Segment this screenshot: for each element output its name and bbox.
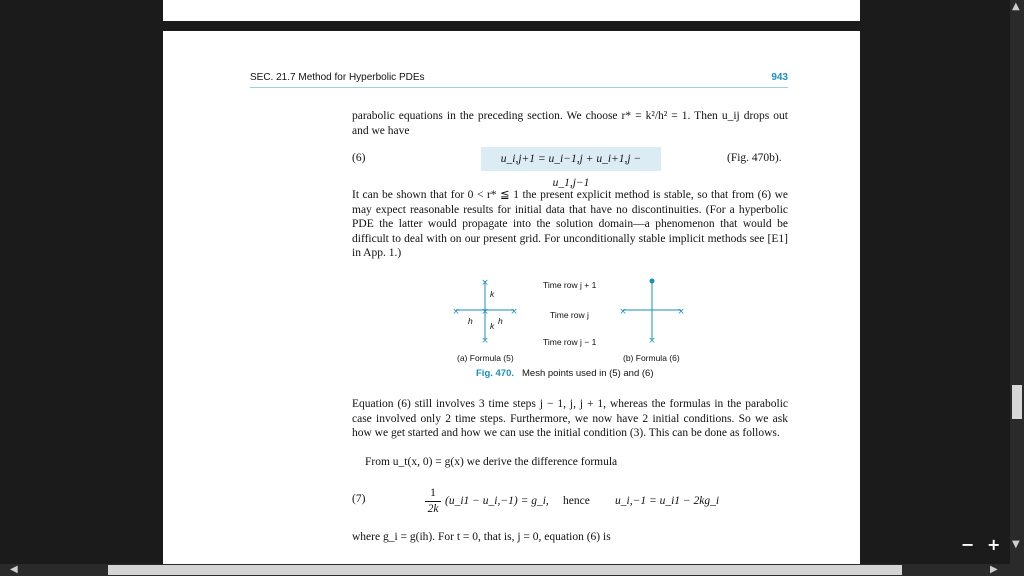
svg-text:×: × <box>481 336 489 346</box>
page-number: 943 <box>771 72 788 83</box>
time-row-middle: Time row j <box>550 310 589 320</box>
header-rule <box>250 87 788 88</box>
page-gap <box>163 21 860 31</box>
label-h-left: h <box>468 316 473 326</box>
scroll-down-icon[interactable]: ▼ <box>1012 539 1020 550</box>
zoom-out-button[interactable]: − <box>961 535 975 554</box>
paragraph-3: Equation (6) still involves 3 time steps j − 1, j, j + 1, whereas the formulas in the parabolic case involved only 2 time steps. Furthermore, we now have 2 initial conditions. So we ask how we get started and how we can use the initial condition (3). This can be done as follows. <box>352 398 788 440</box>
label-k-top: k <box>490 289 495 299</box>
figure-number: Fig. 470. <box>476 368 515 379</box>
vertical-scrollbar[interactable] <box>1010 0 1024 576</box>
equation-7-number: (7) <box>352 493 366 505</box>
fraction-denominator: 2k <box>427 503 439 515</box>
scroll-up-icon[interactable]: ▲ <box>1012 1 1020 12</box>
horizontal-scroll-thumb[interactable] <box>108 565 902 575</box>
zoom-in-button[interactable]: + <box>987 535 1001 554</box>
vertical-scroll-thumb[interactable] <box>1012 385 1022 419</box>
paragraph-5: where g_i = g(ih). For t = 0, that is, j = 0, equation (6) is <box>352 531 611 543</box>
svg-text:×: × <box>452 307 460 317</box>
subcaption-a: (a) Formula (5) <box>457 353 514 363</box>
equation-6: u_i,j+1 = u_i−1,j + u_i+1,j − u_1,j−1 <box>481 147 661 171</box>
figure-caption <box>476 368 654 379</box>
section-title: SEC. 21.7 Method for Hyperbolic PDEs <box>250 72 425 83</box>
equation-6-number: (6) <box>352 152 366 164</box>
equation-7-fraction <box>425 487 441 516</box>
label-k-bottom: k <box>490 321 495 331</box>
document-page <box>163 31 860 564</box>
previous-page-bottom <box>163 0 860 21</box>
svg-text:×: × <box>481 307 489 317</box>
subcaption-b: (b) Formula (6) <box>623 353 680 363</box>
equation-7-hence: hence <box>563 495 590 507</box>
svg-text:×: × <box>510 307 518 317</box>
time-row-bottom: Time row j − 1 <box>543 337 597 347</box>
scroll-left-icon[interactable]: ◀ <box>10 564 18 575</box>
svg-text:×: × <box>677 307 685 317</box>
svg-text:×: × <box>619 307 627 317</box>
svg-text:×: × <box>481 278 489 288</box>
fraction-bar <box>425 501 441 502</box>
equation-6-reference: (Fig. 470b). <box>727 152 782 164</box>
time-row-top: Time row j + 1 <box>543 280 597 290</box>
equation-7 <box>425 487 725 517</box>
label-h-right: h <box>498 316 503 326</box>
fraction-numerator: 1 <box>430 487 436 499</box>
equation-7-left: (u_i1 − u_i,−1) = g_i, <box>445 495 549 507</box>
paragraph-2: It can be shown that for 0 < r* ≦ 1 the present explicit method is stable, so that from (6) we may expect reasonable results for initial data that have no discontinuities. (For a hyperbolic PDE the latter would propagate into the solution domain—a phenomenon that would be difficult to deal with on our present grid. For unconditionally stable implicit methods see [E1] in App. 1.) <box>352 189 788 260</box>
paragraph-4: From u_t(x, 0) = g(x) we derive the difference formula <box>365 456 618 468</box>
svg-text:×: × <box>648 336 656 346</box>
equation-7-right: u_i,−1 = u_i1 − 2kg_i <box>615 495 720 507</box>
scroll-right-icon[interactable]: ▶ <box>990 564 998 575</box>
paragraph-1: parabolic equations in the preceding section. We choose r* = k²/h² = 1. Then u_ij drops out and we have <box>352 110 788 137</box>
figure-caption-text: Mesh points used in (5) and (6) <box>522 368 654 379</box>
